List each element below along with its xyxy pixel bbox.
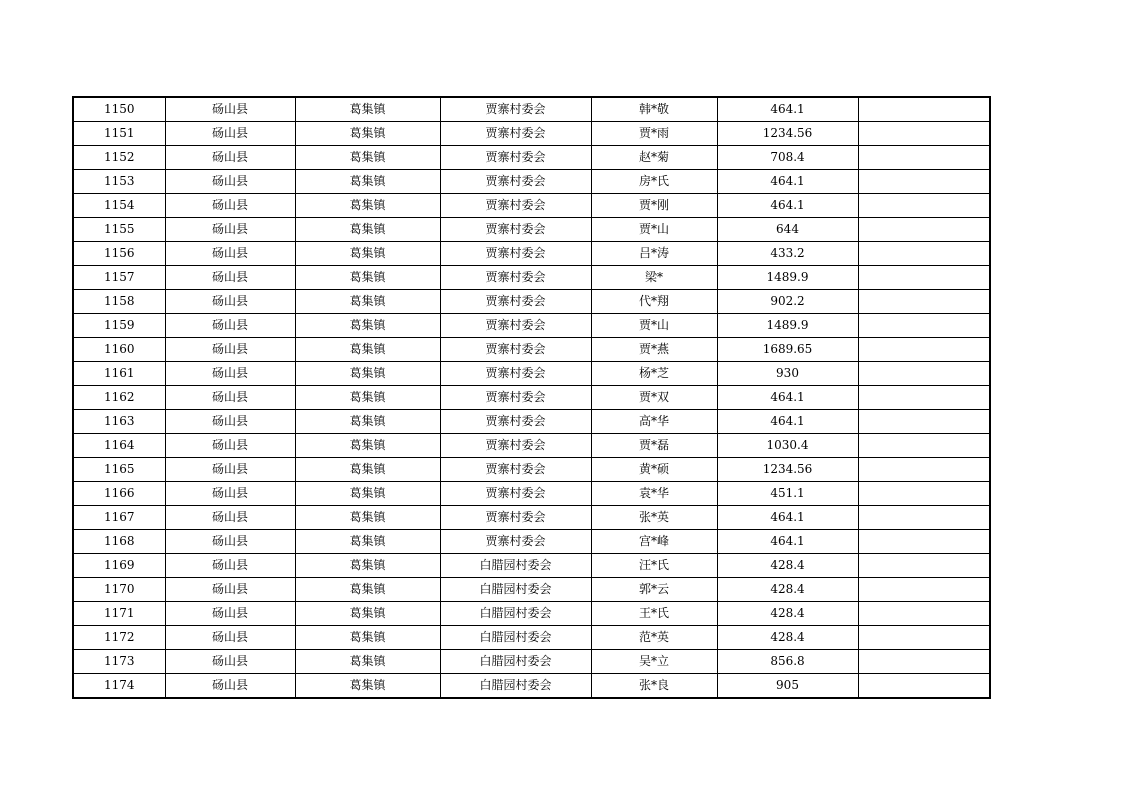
- cell-no: 1152: [73, 146, 165, 170]
- cell-amount: 464.1: [717, 194, 858, 218]
- cell-amount: 1489.9: [717, 314, 858, 338]
- cell-note: [858, 434, 990, 458]
- cell-note: [858, 626, 990, 650]
- cell-no: 1159: [73, 314, 165, 338]
- table-row: [73, 674, 990, 699]
- cell-town: 葛集镇: [295, 122, 440, 146]
- cell-no: 1170: [73, 578, 165, 602]
- cell-county: 砀山县: [165, 650, 295, 674]
- cell-village: 白腊园村委会: [440, 650, 591, 674]
- cell-town: 葛集镇: [295, 266, 440, 290]
- cell-amount: 1234.56: [717, 458, 858, 482]
- cell-town: 葛集镇: [295, 194, 440, 218]
- cell-amount: 856.8: [717, 650, 858, 674]
- cell-name: 贾*山: [591, 314, 717, 338]
- cell-town: 葛集镇: [295, 650, 440, 674]
- table-row: [73, 338, 990, 362]
- cell-note: [858, 554, 990, 578]
- cell-town: 葛集镇: [295, 626, 440, 650]
- cell-town: 葛集镇: [295, 338, 440, 362]
- cell-note: [858, 146, 990, 170]
- cell-county: 砀山县: [165, 458, 295, 482]
- cell-name: 宫*峰: [591, 530, 717, 554]
- cell-county: 砀山县: [165, 122, 295, 146]
- cell-no: 1156: [73, 242, 165, 266]
- cell-village: 贾寨村委会: [440, 410, 591, 434]
- cell-town: 葛集镇: [295, 290, 440, 314]
- cell-county: 砀山县: [165, 242, 295, 266]
- cell-village: 贾寨村委会: [440, 506, 591, 530]
- cell-village: 贾寨村委会: [440, 482, 591, 506]
- cell-note: [858, 578, 990, 602]
- table-row: [73, 146, 990, 170]
- table-row: [73, 314, 990, 338]
- cell-no: 1162: [73, 386, 165, 410]
- cell-town: 葛集镇: [295, 97, 440, 122]
- cell-no: 1172: [73, 626, 165, 650]
- cell-town: 葛集镇: [295, 386, 440, 410]
- cell-town: 葛集镇: [295, 314, 440, 338]
- cell-amount: 464.1: [717, 410, 858, 434]
- cell-name: 张*英: [591, 506, 717, 530]
- table-row: [73, 482, 990, 506]
- table-row: [73, 97, 990, 122]
- cell-note: [858, 458, 990, 482]
- cell-note: [858, 194, 990, 218]
- cell-no: 1173: [73, 650, 165, 674]
- cell-village: 贾寨村委会: [440, 338, 591, 362]
- cell-note: [858, 530, 990, 554]
- cell-name: 范*英: [591, 626, 717, 650]
- cell-amount: 1030.4: [717, 434, 858, 458]
- cell-note: [858, 97, 990, 122]
- cell-county: 砀山县: [165, 266, 295, 290]
- cell-town: 葛集镇: [295, 482, 440, 506]
- table-row: [73, 362, 990, 386]
- cell-name: 房*氏: [591, 170, 717, 194]
- table-row: [73, 170, 990, 194]
- cell-name: 赵*菊: [591, 146, 717, 170]
- cell-county: 砀山县: [165, 602, 295, 626]
- cell-amount: 451.1: [717, 482, 858, 506]
- cell-village: 贾寨村委会: [440, 170, 591, 194]
- cell-no: 1165: [73, 458, 165, 482]
- cell-town: 葛集镇: [295, 242, 440, 266]
- cell-amount: 905: [717, 674, 858, 699]
- cell-county: 砀山县: [165, 97, 295, 122]
- cell-county: 砀山县: [165, 146, 295, 170]
- cell-amount: 708.4: [717, 146, 858, 170]
- cell-no: 1171: [73, 602, 165, 626]
- table-row: [73, 122, 990, 146]
- cell-village: 贾寨村委会: [440, 530, 591, 554]
- cell-village: 贾寨村委会: [440, 386, 591, 410]
- table-row: [73, 506, 990, 530]
- cell-name: 张*良: [591, 674, 717, 699]
- cell-amount: 428.4: [717, 578, 858, 602]
- cell-county: 砀山县: [165, 386, 295, 410]
- cell-village: 白腊园村委会: [440, 602, 591, 626]
- cell-town: 葛集镇: [295, 146, 440, 170]
- cell-amount: 464.1: [717, 506, 858, 530]
- cell-village: 贾寨村委会: [440, 290, 591, 314]
- table-row: [73, 626, 990, 650]
- cell-village: 贾寨村委会: [440, 122, 591, 146]
- cell-county: 砀山县: [165, 362, 295, 386]
- cell-village: 白腊园村委会: [440, 626, 591, 650]
- cell-name: 郭*云: [591, 578, 717, 602]
- cell-no: 1168: [73, 530, 165, 554]
- cell-name: 韩*敬: [591, 97, 717, 122]
- cell-no: 1155: [73, 218, 165, 242]
- cell-name: 黄*硕: [591, 458, 717, 482]
- cell-note: [858, 482, 990, 506]
- cell-town: 葛集镇: [295, 362, 440, 386]
- cell-amount: 464.1: [717, 170, 858, 194]
- cell-no: 1163: [73, 410, 165, 434]
- table-row: [73, 434, 990, 458]
- cell-name: 汪*氏: [591, 554, 717, 578]
- cell-amount: 1234.56: [717, 122, 858, 146]
- cell-no: 1160: [73, 338, 165, 362]
- cell-note: [858, 218, 990, 242]
- cell-county: 砀山县: [165, 434, 295, 458]
- cell-village: 贾寨村委会: [440, 146, 591, 170]
- table-row: [73, 410, 990, 434]
- cell-name: 贾*雨: [591, 122, 717, 146]
- cell-county: 砀山县: [165, 218, 295, 242]
- cell-town: 葛集镇: [295, 410, 440, 434]
- table-row: [73, 218, 990, 242]
- cell-amount: 1689.65: [717, 338, 858, 362]
- cell-county: 砀山县: [165, 410, 295, 434]
- cell-name: 袁*华: [591, 482, 717, 506]
- cell-village: 贾寨村委会: [440, 362, 591, 386]
- cell-county: 砀山县: [165, 314, 295, 338]
- cell-county: 砀山县: [165, 194, 295, 218]
- cell-amount: 428.4: [717, 602, 858, 626]
- data-table: [72, 96, 991, 699]
- cell-county: 砀山县: [165, 482, 295, 506]
- cell-amount: 902.2: [717, 290, 858, 314]
- cell-village: 白腊园村委会: [440, 674, 591, 699]
- cell-note: [858, 170, 990, 194]
- cell-no: 1174: [73, 674, 165, 699]
- cell-name: 贾*双: [591, 386, 717, 410]
- cell-name: 高*华: [591, 410, 717, 434]
- table-row: [73, 578, 990, 602]
- cell-town: 葛集镇: [295, 434, 440, 458]
- cell-no: 1161: [73, 362, 165, 386]
- cell-county: 砀山县: [165, 530, 295, 554]
- cell-note: [858, 242, 990, 266]
- cell-name: 梁*: [591, 266, 717, 290]
- cell-village: 贾寨村委会: [440, 242, 591, 266]
- cell-note: [858, 674, 990, 699]
- cell-note: [858, 410, 990, 434]
- cell-town: 葛集镇: [295, 578, 440, 602]
- cell-note: [858, 122, 990, 146]
- cell-amount: 644: [717, 218, 858, 242]
- cell-county: 砀山县: [165, 290, 295, 314]
- cell-amount: 428.4: [717, 626, 858, 650]
- cell-amount: 464.1: [717, 530, 858, 554]
- cell-no: 1153: [73, 170, 165, 194]
- table-row: [73, 290, 990, 314]
- cell-note: [858, 266, 990, 290]
- cell-county: 砀山县: [165, 170, 295, 194]
- cell-no: 1169: [73, 554, 165, 578]
- table-body: [73, 97, 990, 698]
- cell-amount: 1489.9: [717, 266, 858, 290]
- cell-village: 贾寨村委会: [440, 434, 591, 458]
- cell-note: [858, 314, 990, 338]
- cell-amount: 464.1: [717, 97, 858, 122]
- cell-county: 砀山县: [165, 506, 295, 530]
- cell-note: [858, 386, 990, 410]
- table-row: [73, 242, 990, 266]
- cell-county: 砀山县: [165, 626, 295, 650]
- cell-town: 葛集镇: [295, 170, 440, 194]
- cell-village: 贾寨村委会: [440, 97, 591, 122]
- table-row: [73, 650, 990, 674]
- cell-no: 1158: [73, 290, 165, 314]
- cell-village: 贾寨村委会: [440, 314, 591, 338]
- cell-town: 葛集镇: [295, 554, 440, 578]
- cell-no: 1150: [73, 97, 165, 122]
- table-row: [73, 458, 990, 482]
- cell-no: 1157: [73, 266, 165, 290]
- cell-town: 葛集镇: [295, 530, 440, 554]
- cell-village: 白腊园村委会: [440, 578, 591, 602]
- cell-no: 1166: [73, 482, 165, 506]
- cell-name: 贾*山: [591, 218, 717, 242]
- cell-note: [858, 338, 990, 362]
- cell-note: [858, 290, 990, 314]
- cell-no: 1167: [73, 506, 165, 530]
- cell-village: 贾寨村委会: [440, 194, 591, 218]
- cell-town: 葛集镇: [295, 218, 440, 242]
- cell-name: 吕*涛: [591, 242, 717, 266]
- cell-village: 贾寨村委会: [440, 458, 591, 482]
- cell-name: 杨*芝: [591, 362, 717, 386]
- cell-note: [858, 602, 990, 626]
- cell-note: [858, 506, 990, 530]
- cell-town: 葛集镇: [295, 674, 440, 699]
- cell-note: [858, 650, 990, 674]
- cell-no: 1154: [73, 194, 165, 218]
- cell-name: 王*氏: [591, 602, 717, 626]
- cell-county: 砀山县: [165, 338, 295, 362]
- cell-no: 1164: [73, 434, 165, 458]
- cell-name: 贾*磊: [591, 434, 717, 458]
- table-row: [73, 554, 990, 578]
- cell-county: 砀山县: [165, 554, 295, 578]
- table-row: [73, 602, 990, 626]
- cell-amount: 464.1: [717, 386, 858, 410]
- cell-village: 贾寨村委会: [440, 266, 591, 290]
- cell-town: 葛集镇: [295, 506, 440, 530]
- cell-name: 贾*刚: [591, 194, 717, 218]
- table-row: [73, 266, 990, 290]
- cell-county: 砀山县: [165, 578, 295, 602]
- cell-village: 白腊园村委会: [440, 554, 591, 578]
- table-row: [73, 386, 990, 410]
- cell-county: 砀山县: [165, 674, 295, 699]
- cell-amount: 433.2: [717, 242, 858, 266]
- cell-village: 贾寨村委会: [440, 218, 591, 242]
- cell-town: 葛集镇: [295, 602, 440, 626]
- cell-name: 吴*立: [591, 650, 717, 674]
- cell-name: 贾*燕: [591, 338, 717, 362]
- cell-amount: 930: [717, 362, 858, 386]
- cell-no: 1151: [73, 122, 165, 146]
- cell-amount: 428.4: [717, 554, 858, 578]
- table-row: [73, 530, 990, 554]
- cell-town: 葛集镇: [295, 458, 440, 482]
- cell-note: [858, 362, 990, 386]
- table-row: [73, 194, 990, 218]
- cell-name: 代*翔: [591, 290, 717, 314]
